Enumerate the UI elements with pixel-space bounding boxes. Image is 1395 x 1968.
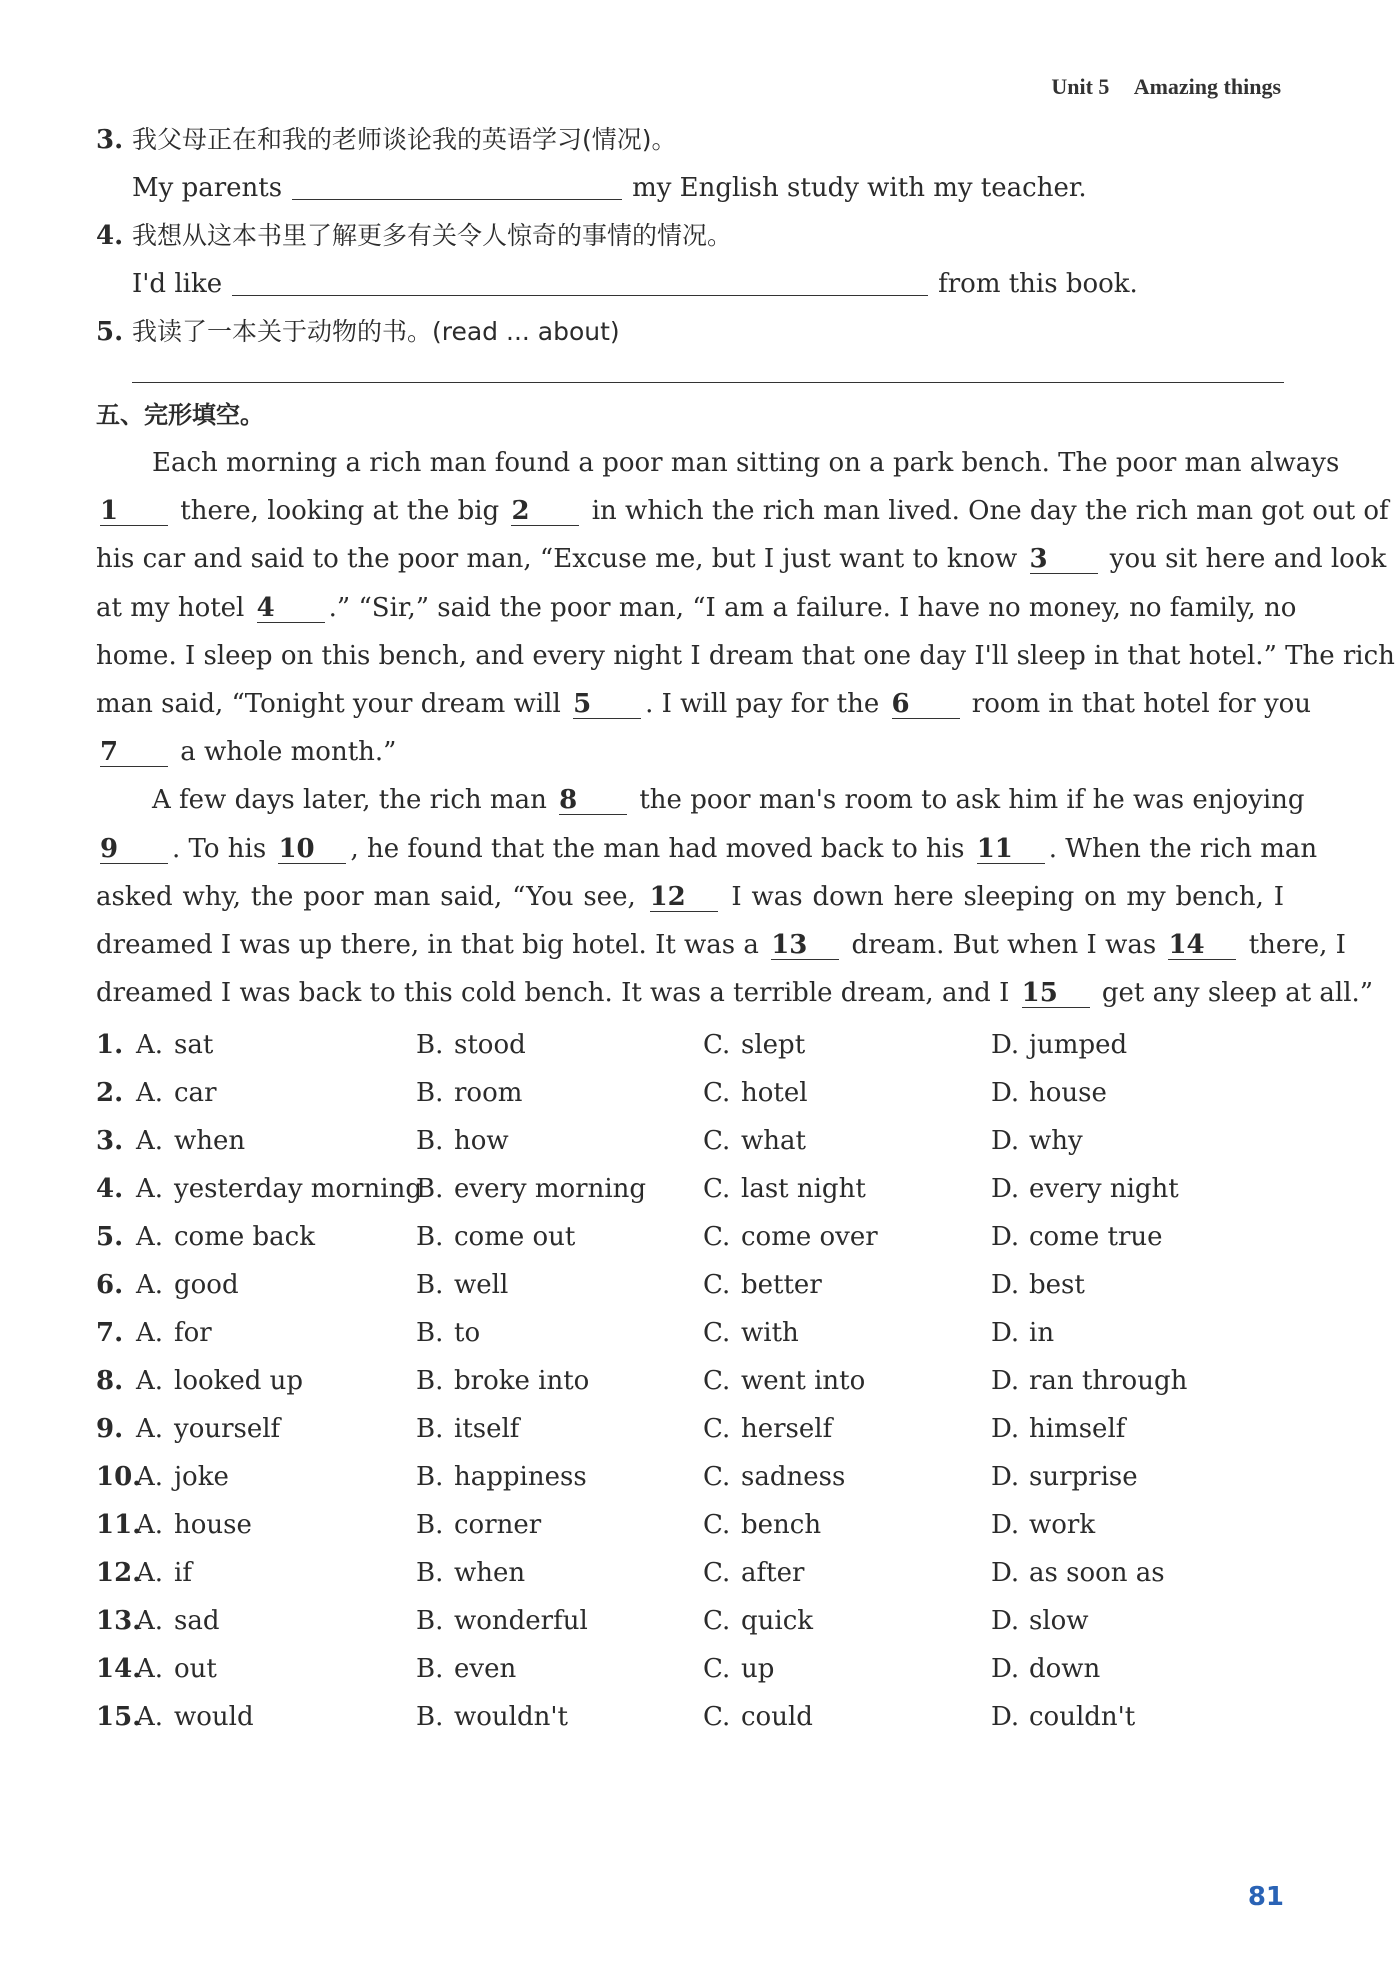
option-text: after [741, 1558, 805, 1589]
option-c[interactable] [703, 1309, 991, 1357]
option-letter: C. [703, 1702, 731, 1733]
option-row [96, 1405, 1284, 1453]
option-row [96, 1597, 1284, 1645]
cloze-blank[interactable]: 4 [257, 594, 325, 623]
option-text: when [174, 1126, 246, 1157]
option-letter: C. [703, 1078, 731, 1109]
option-text: surprise [1029, 1462, 1138, 1493]
option-letter: D. [991, 1366, 1020, 1397]
option-text: yourself [174, 1414, 281, 1445]
option-text: bench [741, 1510, 822, 1541]
passage-text: at my hotel [96, 592, 253, 623]
option-letter: D. [991, 1270, 1020, 1301]
cloze-blank[interactable]: 13 [771, 931, 839, 960]
answer-line-4 [96, 260, 1284, 308]
option-text: himself [1029, 1414, 1126, 1445]
option-text: every morning [454, 1174, 647, 1205]
option-letter: D. [991, 1462, 1020, 1493]
option-text: wonderful [454, 1606, 588, 1637]
option-d[interactable] [991, 1021, 1279, 1069]
option-a[interactable] [136, 1597, 416, 1645]
answer-blank-5[interactable] [132, 356, 1284, 383]
option-number: 10. [96, 1462, 142, 1493]
option-b[interactable] [416, 1405, 703, 1453]
option-letter: B. [416, 1174, 444, 1205]
cloze-blank[interactable]: 1 [100, 497, 168, 526]
option-row [96, 1357, 1284, 1405]
option-letter: D. [991, 1222, 1020, 1253]
option-text: for [174, 1318, 212, 1349]
option-letter: B. [416, 1126, 444, 1157]
option-row [96, 1213, 1284, 1261]
option-c[interactable] [703, 1597, 991, 1645]
option-letter: A. [136, 1030, 164, 1061]
option-text: last night [741, 1174, 866, 1205]
answer-suffix: from this book. [938, 269, 1138, 299]
passage-text: I was down here sleeping on my bench, I [721, 881, 1284, 912]
option-text: down [1029, 1654, 1101, 1685]
option-a[interactable] [136, 1405, 416, 1453]
option-c[interactable] [703, 1165, 991, 1213]
option-letter: C. [703, 1318, 731, 1349]
option-letter: D. [991, 1078, 1020, 1109]
option-c[interactable] [703, 1021, 991, 1069]
option-letter: A. [136, 1174, 164, 1205]
option-text: with [741, 1318, 799, 1349]
option-list [96, 1021, 1284, 1741]
answer-blank[interactable] [232, 267, 928, 296]
passage-line [96, 728, 1284, 776]
passage-text: A few days later, the rich man [152, 785, 556, 816]
option-text: yesterday morning [174, 1174, 422, 1205]
option-letter: A. [136, 1414, 164, 1445]
option-d[interactable] [991, 1213, 1279, 1261]
passage-line [96, 535, 1387, 583]
passage-text: a whole month.” [172, 737, 397, 768]
option-letter: B. [416, 1366, 444, 1397]
cloze-blank[interactable]: 14 [1168, 931, 1236, 960]
option-c[interactable] [703, 1357, 991, 1405]
option-letter: C. [703, 1654, 731, 1685]
option-row [96, 1165, 1284, 1213]
option-d[interactable] [991, 1309, 1279, 1357]
option-number: 3. [96, 1126, 124, 1157]
option-text: jumped [1029, 1030, 1128, 1061]
option-letter: A. [136, 1702, 164, 1733]
option-c[interactable] [703, 1261, 991, 1309]
cloze-blank[interactable]: 7 [100, 738, 168, 767]
passage-text: get any sleep at all.” [1093, 978, 1374, 1009]
option-d[interactable] [991, 1261, 1279, 1309]
option-text: couldn't [1029, 1702, 1136, 1733]
option-letter: B. [416, 1030, 444, 1061]
option-c[interactable] [703, 1405, 991, 1453]
option-row [96, 1261, 1284, 1309]
option-b[interactable] [416, 1165, 703, 1213]
option-text: herself [741, 1414, 833, 1445]
option-a[interactable] [136, 1261, 416, 1309]
option-letter: C. [703, 1222, 731, 1253]
option-letter: D. [991, 1606, 1020, 1637]
option-letter: A. [136, 1366, 164, 1397]
option-text: out [174, 1654, 217, 1685]
passage-text: room in that hotel for you [963, 689, 1312, 720]
option-b[interactable] [416, 1261, 703, 1309]
option-text: slept [741, 1030, 806, 1061]
option-c[interactable] [703, 1549, 991, 1597]
option-c[interactable] [703, 1501, 991, 1549]
option-number: 12. [96, 1558, 142, 1589]
option-letter: D. [991, 1510, 1020, 1541]
passage-text: dream. But when I was [843, 930, 1165, 961]
option-letter: B. [416, 1702, 444, 1733]
option-a[interactable] [136, 1693, 416, 1741]
option-a[interactable] [136, 1165, 422, 1213]
option-letter: B. [416, 1318, 444, 1349]
option-c[interactable] [703, 1213, 991, 1261]
option-letter: D. [991, 1126, 1020, 1157]
option-b[interactable] [416, 1453, 703, 1501]
option-row [96, 1693, 1284, 1741]
option-a[interactable] [136, 1453, 416, 1501]
option-letter: A. [136, 1078, 164, 1109]
answer-line-3 [96, 164, 1284, 212]
option-text: looked up [174, 1366, 304, 1397]
question-number: 5. [96, 317, 124, 347]
option-letter: A. [136, 1270, 164, 1301]
option-letter: A. [136, 1462, 164, 1493]
header-unit: Unit 5 [1051, 74, 1110, 99]
option-text: as soon as [1029, 1558, 1165, 1589]
option-row [96, 1117, 1284, 1165]
passage-text: you sit here and look [1101, 544, 1387, 575]
option-text: best [1029, 1270, 1085, 1301]
option-text: room [454, 1078, 523, 1109]
option-letter: B. [416, 1270, 444, 1301]
answer-blank[interactable] [292, 171, 622, 200]
option-d[interactable] [991, 1405, 1279, 1453]
option-text: sad [174, 1606, 220, 1637]
option-text: would [174, 1702, 254, 1733]
option-letter: C. [703, 1126, 731, 1157]
option-text: house [1029, 1078, 1107, 1109]
passage-text: home. I sleep on this bench, and every night I dream that one day I'll sleep in that hotel.” The rich [96, 640, 1395, 671]
option-text: come true [1029, 1222, 1163, 1253]
option-b[interactable] [416, 1549, 703, 1597]
option-a[interactable] [136, 1357, 416, 1405]
option-letter: B. [416, 1510, 444, 1541]
passage-text: Each morning a rich man found a poor man sitting on a park bench. The poor man always [152, 448, 1340, 478]
option-d[interactable] [991, 1501, 1279, 1549]
option-letter: D. [991, 1558, 1020, 1589]
option-letter: D. [991, 1318, 1020, 1349]
option-letter: C. [703, 1366, 731, 1397]
page-number: 81 [1247, 1882, 1284, 1912]
answer-prefix: I'd like [132, 269, 223, 299]
section-title: 五、完形填空。 [96, 401, 264, 429]
option-row [96, 1501, 1284, 1549]
question-number: 3. [96, 125, 124, 155]
option-b[interactable] [416, 1117, 703, 1165]
translation-question-4 [96, 212, 1284, 260]
option-letter: D. [991, 1702, 1020, 1733]
passage-text: there, looking at the big [172, 496, 508, 527]
option-text: in [1029, 1318, 1055, 1349]
option-b[interactable] [416, 1693, 703, 1741]
option-letter: A. [136, 1606, 164, 1637]
passage-text: dreamed I was up there, in that big hotel. It was a [96, 930, 768, 961]
option-c[interactable] [703, 1069, 991, 1117]
passage-line [96, 632, 1395, 680]
option-letter: B. [416, 1558, 444, 1589]
option-text: car [174, 1078, 217, 1109]
passage-line [96, 873, 1284, 921]
option-text: wouldn't [454, 1702, 568, 1733]
question-chinese: 我想从这本书里了解更多有关令人惊奇的事情的情况。 [132, 221, 733, 250]
option-text: slow [1029, 1606, 1089, 1637]
option-letter: D. [991, 1174, 1020, 1205]
cloze-blank[interactable]: 2 [511, 497, 579, 526]
passage-line [96, 680, 1312, 728]
cloze-blank[interactable]: 9 [100, 835, 168, 864]
passage-text: . When the rich man [1048, 833, 1318, 864]
option-letter: C. [703, 1558, 731, 1589]
option-c[interactable] [703, 1117, 991, 1165]
option-text: up [741, 1654, 775, 1685]
option-text: broke into [454, 1366, 590, 1397]
question-chinese: 我父母正在和我的老师谈论我的英语学习(情况)。 [132, 125, 677, 154]
passage-line [96, 439, 1340, 487]
option-letter: A. [136, 1558, 164, 1589]
header-title: Amazing things [1133, 74, 1281, 99]
option-d[interactable] [991, 1597, 1279, 1645]
translation-question-3 [96, 116, 1284, 164]
cloze-blank[interactable]: 8 [559, 786, 627, 815]
option-text: happiness [454, 1462, 587, 1493]
option-row [96, 1069, 1284, 1117]
option-b[interactable] [416, 1021, 703, 1069]
option-letter: B. [416, 1654, 444, 1685]
option-a[interactable] [136, 1117, 416, 1165]
option-d[interactable] [991, 1645, 1279, 1693]
option-letter: B. [416, 1222, 444, 1253]
passage-text: dreamed I was back to this cold bench. It was a terrible dream, and I [96, 978, 1018, 1009]
passage-text: his car and said to the poor man, “Excuse me, but I just want to know [96, 544, 1026, 575]
option-b[interactable] [416, 1309, 703, 1357]
cloze-blank[interactable]: 5 [573, 690, 641, 719]
passage-text: there, I [1240, 930, 1346, 961]
option-a[interactable] [136, 1021, 416, 1069]
option-text: hotel [741, 1078, 808, 1109]
option-letter: C. [703, 1414, 731, 1445]
option-number: 7. [96, 1318, 124, 1349]
cloze-passage [96, 439, 1395, 1017]
passage-text: asked why, the poor man said, “You see, [96, 881, 646, 912]
passage-text: , he found that the man had moved back to his [350, 833, 973, 864]
option-text: how [454, 1126, 509, 1157]
option-text: sat [174, 1030, 214, 1061]
option-b[interactable] [416, 1357, 703, 1405]
option-row [96, 1453, 1284, 1501]
cloze-blank[interactable]: 6 [892, 690, 960, 719]
passage-text: the poor man's room to ask him if he was enjoying [631, 785, 1305, 816]
option-text: sadness [741, 1462, 846, 1493]
option-text: come back [174, 1222, 315, 1253]
passage-line [96, 969, 1374, 1017]
option-text: stood [454, 1030, 526, 1061]
option-a[interactable] [136, 1501, 416, 1549]
option-b[interactable] [416, 1597, 703, 1645]
option-text: went into [741, 1366, 866, 1397]
option-letter: B. [416, 1606, 444, 1637]
option-a[interactable] [136, 1213, 416, 1261]
option-text: come out [454, 1222, 576, 1253]
option-number: 13. [96, 1606, 142, 1637]
option-row [96, 1309, 1284, 1357]
option-d[interactable] [991, 1117, 1279, 1165]
passage-text: in which the rich man lived. One day the rich man got out of [583, 496, 1389, 527]
option-d[interactable] [991, 1693, 1279, 1741]
option-text: quick [741, 1606, 814, 1637]
option-text: to [454, 1318, 481, 1349]
option-letter: A. [136, 1318, 164, 1349]
passage-line [96, 921, 1346, 969]
option-d[interactable] [991, 1549, 1279, 1597]
option-b[interactable] [416, 1069, 703, 1117]
content [96, 116, 1395, 1741]
passage-text: man said, “Tonight your dream will [96, 689, 570, 720]
option-a[interactable] [136, 1645, 416, 1693]
page-header [1051, 74, 1281, 100]
option-number: 8. [96, 1366, 124, 1397]
option-number: 15. [96, 1702, 142, 1733]
option-row [96, 1549, 1284, 1597]
option-number: 2. [96, 1078, 124, 1109]
passage-line [96, 825, 1318, 873]
option-number: 9. [96, 1414, 124, 1445]
option-c[interactable] [703, 1453, 991, 1501]
option-letter: D. [991, 1030, 1020, 1061]
option-text: better [741, 1270, 822, 1301]
question-chinese: 我读了一本关于动物的书。(read ... about) [132, 317, 620, 346]
option-text: could [741, 1702, 813, 1733]
option-text: house [174, 1510, 252, 1541]
option-text: what [741, 1126, 806, 1157]
option-text: itself [454, 1414, 520, 1445]
option-c[interactable] [703, 1693, 991, 1741]
answer-prefix: My parents [132, 173, 283, 203]
option-letter: D. [991, 1414, 1020, 1445]
option-text: every night [1029, 1174, 1179, 1205]
option-text: corner [454, 1510, 542, 1541]
option-text: well [454, 1270, 509, 1301]
option-d[interactable] [991, 1165, 1279, 1213]
option-text: joke [174, 1462, 229, 1493]
option-row [96, 1645, 1284, 1693]
option-d[interactable] [991, 1453, 1279, 1501]
option-letter: C. [703, 1510, 731, 1541]
cloze-blank[interactable]: 10 [278, 835, 346, 864]
option-letter: C. [703, 1606, 731, 1637]
option-text: when [454, 1558, 526, 1589]
passage-line [96, 776, 1305, 824]
option-number: 11. [96, 1510, 142, 1541]
option-letter: D. [991, 1654, 1020, 1685]
option-letter: C. [703, 1270, 731, 1301]
option-number: 14. [96, 1654, 142, 1685]
cloze-blank[interactable]: 11 [977, 835, 1045, 864]
option-text: why [1029, 1126, 1083, 1157]
option-a[interactable] [136, 1549, 416, 1597]
option-letter: B. [416, 1078, 444, 1109]
answer-suffix: my English study with my teacher. [632, 173, 1087, 203]
option-b[interactable] [416, 1213, 703, 1261]
option-number: 6. [96, 1270, 124, 1301]
option-b[interactable] [416, 1501, 703, 1549]
cloze-blank[interactable]: 3 [1030, 545, 1098, 574]
option-letter: B. [416, 1462, 444, 1493]
option-letter: C. [703, 1462, 731, 1493]
translation-question-5 [96, 308, 1284, 356]
option-letter: C. [703, 1030, 731, 1061]
option-text: ran through [1029, 1366, 1188, 1397]
option-letter: A. [136, 1510, 164, 1541]
option-c[interactable] [703, 1645, 991, 1693]
option-text: even [454, 1654, 517, 1685]
passage-text: . To his [172, 833, 275, 864]
option-text: if [174, 1558, 192, 1589]
option-d[interactable] [991, 1357, 1279, 1405]
option-letter: A. [136, 1222, 164, 1253]
passage-line [96, 487, 1389, 535]
option-number: 4. [96, 1174, 124, 1205]
passage-text: . I will pay for the [645, 689, 888, 720]
passage-line [96, 584, 1297, 632]
option-a[interactable] [136, 1069, 416, 1117]
cloze-blank[interactable]: 15 [1022, 979, 1090, 1008]
option-text: good [174, 1270, 239, 1301]
option-letter: A. [136, 1654, 164, 1685]
question-number: 4. [96, 221, 124, 251]
option-number: 1. [96, 1030, 124, 1061]
option-number: 5. [96, 1222, 124, 1253]
option-letter: C. [703, 1174, 731, 1205]
option-row [96, 1021, 1284, 1069]
option-text: work [1029, 1510, 1096, 1541]
option-d[interactable] [991, 1069, 1279, 1117]
option-b[interactable] [416, 1645, 703, 1693]
cloze-blank[interactable]: 12 [650, 883, 718, 912]
passage-text: .” “Sir,” said the poor man, “I am a failure. I have no money, no family, no [328, 592, 1297, 623]
option-letter: A. [136, 1126, 164, 1157]
option-letter: B. [416, 1414, 444, 1445]
option-text: come over [741, 1222, 878, 1253]
option-a[interactable] [136, 1309, 416, 1357]
